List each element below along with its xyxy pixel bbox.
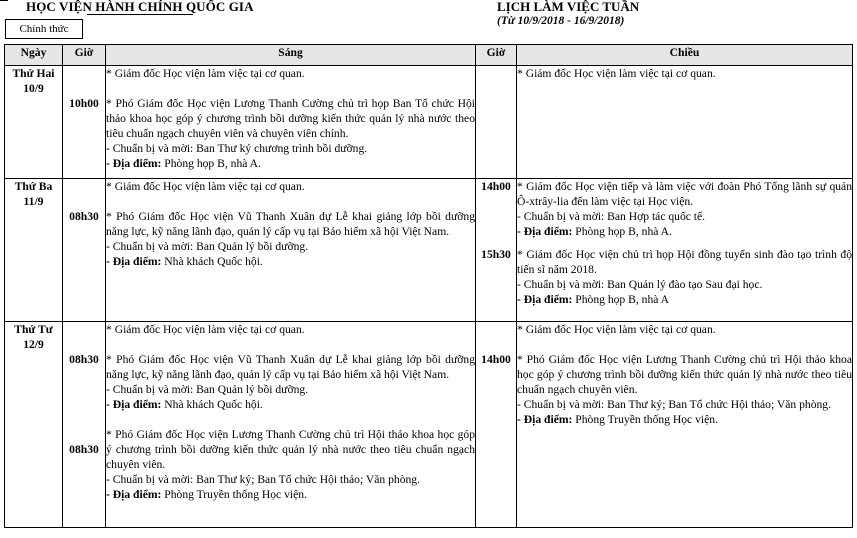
day-name: Thứ Tư <box>14 323 53 336</box>
afternoon-time-cell <box>476 66 517 179</box>
location-value: Nhà khách Quốc hội. <box>161 398 263 411</box>
afternoon-activities <box>517 322 853 528</box>
activity-item: * Phó Giám đốc Học viện Lương Thanh Cường chủ trì họp Ban Tổ chức Hội thảo khoa học góp ý chương trình bồi dưỡng kiến thức quản lý nhà nước theo tiêu chuẩn ngạch chuyên viên và chuyên viên chính. <box>106 97 475 140</box>
table-row <box>5 322 853 528</box>
location-value: Nhà khách Quốc hội. <box>161 255 263 268</box>
activity-line: * Giám đốc Học viện làm việc tại cơ quan. <box>106 323 305 336</box>
location-label: - Địa điểm: <box>106 398 162 411</box>
activity-location <box>106 254 475 269</box>
column-header-time-morning: Giờ <box>63 45 106 66</box>
weekly-schedule-table <box>4 44 853 528</box>
time-slot: 08h30 <box>69 443 99 456</box>
day-cell <box>5 66 63 179</box>
activity-prep: - Chuẩn bị và mời: Ban Quản lý đào tạo Sau đại học. <box>517 278 763 291</box>
activity-line: * Giám đốc Học viện làm việc tại cơ quan. <box>517 67 716 80</box>
day-date: 11/9 <box>23 195 44 208</box>
activity-location <box>517 292 852 307</box>
location-label: - Địa điểm: <box>106 157 162 170</box>
location-value: Phòng Truyền thống Học viện. <box>572 413 718 426</box>
location-label: - Địa điểm: <box>517 225 573 238</box>
column-header-afternoon: Chiều <box>517 45 853 66</box>
activity-prep: - Chuẩn bị và mời: Ban Hợp tác quốc tế. <box>517 210 706 223</box>
time-slot: 10h00 <box>69 97 99 110</box>
org-underline <box>87 14 193 15</box>
status-badge: Chính thức <box>5 19 83 39</box>
location-value: Phòng họp B, nhà A <box>572 293 670 306</box>
time-slot: 14h00 <box>481 353 511 366</box>
location-label: - Địa điểm: <box>106 488 162 501</box>
table-row <box>5 66 853 179</box>
activity-prep: - Chuẩn bị và mời: Ban Thư ký; Ban Tổ chức Hội thảo; Văn phòng. <box>106 473 420 486</box>
org-name: HỌC VIỆN HÀNH CHÍNH QUỐC GIA <box>26 0 254 14</box>
activity-location <box>106 487 475 502</box>
afternoon-activities <box>517 179 853 322</box>
location-value: Phòng họp B, nhà A. <box>161 157 261 170</box>
activity-location <box>517 224 852 239</box>
day-cell <box>5 179 63 322</box>
day-date: 10/9 <box>23 82 44 95</box>
location-label: - Địa điểm: <box>517 413 573 426</box>
day-name: Thứ Hai <box>12 67 55 80</box>
activity-prep: - Chuẩn bị và mời: Ban Quản lý bồi dưỡng. <box>106 383 309 396</box>
activity-line: * Giám đốc Học viện làm việc tại cơ quan. <box>106 180 305 193</box>
activity-prep: - Chuẩn bị và mời: Ban Thư ký; Ban Tổ chức Hội thảo; Văn phòng. <box>517 398 831 411</box>
time-slot: 14h00 <box>481 180 511 193</box>
morning-time-cell <box>63 322 106 528</box>
morning-time-cell <box>63 66 106 179</box>
afternoon-activities <box>517 66 853 179</box>
time-slot: 15h30 <box>481 248 511 261</box>
activity-location <box>106 156 475 171</box>
afternoon-time-cell <box>476 322 517 528</box>
schedule-title: LỊCH LÀM VIỆC TUẦN <box>497 0 640 14</box>
column-header-day: Ngày <box>5 45 63 66</box>
activity-item: * Giám đốc Học viện chủ trì họp Hội đồng tuyển sinh đào tạo trình độ tiến sĩ năm 2018. <box>517 248 852 276</box>
table-header-row <box>5 45 853 66</box>
schedule-date-range: (Từ 10/9/2018 - 16/9/2018) <box>497 15 625 27</box>
activity-item: * Giám đốc Học viện tiếp và làm việc với đoàn Phó Tổng lãnh sự quán Ô-xtrây-lia đến làm việc tại Học viện. <box>517 180 852 208</box>
corner-rule <box>0 0 8 1</box>
activity-line: * Giám đốc Học viện làm việc tại cơ quan. <box>517 323 716 336</box>
day-date: 12/9 <box>23 338 44 351</box>
activity-item: * Phó Giám đốc Học viện Lương Thanh Cường chủ trì Hội thảo khoa học góp ý chương trình bồi dưỡng kiến thức quản lý nhà nước theo tiêu chuẩn ngạch chuyên viên. <box>106 428 475 471</box>
morning-time-cell <box>63 179 106 322</box>
morning-activities <box>106 322 476 528</box>
morning-activities <box>106 179 476 322</box>
activity-location <box>517 412 852 427</box>
time-slot: 08h30 <box>69 353 99 366</box>
morning-activities <box>106 66 476 179</box>
activity-item: * Phó Giám đốc Học viện Lương Thanh Cường chủ trì Hội thảo khoa học góp ý chương trình bồi dưỡng kiến thức quản lý nhà nước theo tiêu chuẩn ngạch chuyên viên. <box>517 353 852 396</box>
activity-prep: - Chuẩn bị và mời: Ban Quản lý bồi dưỡng. <box>106 240 309 253</box>
location-label: - Địa điểm: <box>106 255 162 268</box>
activity-item: * Phó Giám đốc Học viện Vũ Thanh Xuân dự Lễ khai giảng lớp bồi dưỡng năng lực, kỹ năng lãnh đạo, quản lý cấp vụ tại Bảo hiểm xã hội Việt Nam. <box>106 210 475 238</box>
activity-location <box>106 397 475 412</box>
location-value: Phòng Truyền thống Học viện. <box>161 488 307 501</box>
activity-prep: - Chuẩn bị và mời: Ban Thư ký chương trình bồi dưỡng. <box>106 142 368 155</box>
table-row <box>5 179 853 322</box>
activity-line: * Giám đốc Học viện làm việc tại cơ quan. <box>106 67 305 80</box>
time-slot: 08h30 <box>69 210 99 223</box>
location-value: Phòng họp B, nhà A. <box>572 225 672 238</box>
location-label: - Địa điểm: <box>517 293 573 306</box>
column-header-morning: Sáng <box>106 45 476 66</box>
activity-item: * Phó Giám đốc Học viện Vũ Thanh Xuân dự Lễ khai giảng lớp bồi dưỡng năng lực, kỹ năng lãnh đạo, quản lý cấp vụ tại Bảo hiểm xã hội Việt Nam. <box>106 353 475 381</box>
day-name: Thứ Ba <box>14 180 53 193</box>
column-header-time-afternoon: Giờ <box>476 45 517 66</box>
afternoon-time-cell <box>476 179 517 322</box>
day-cell <box>5 322 63 528</box>
